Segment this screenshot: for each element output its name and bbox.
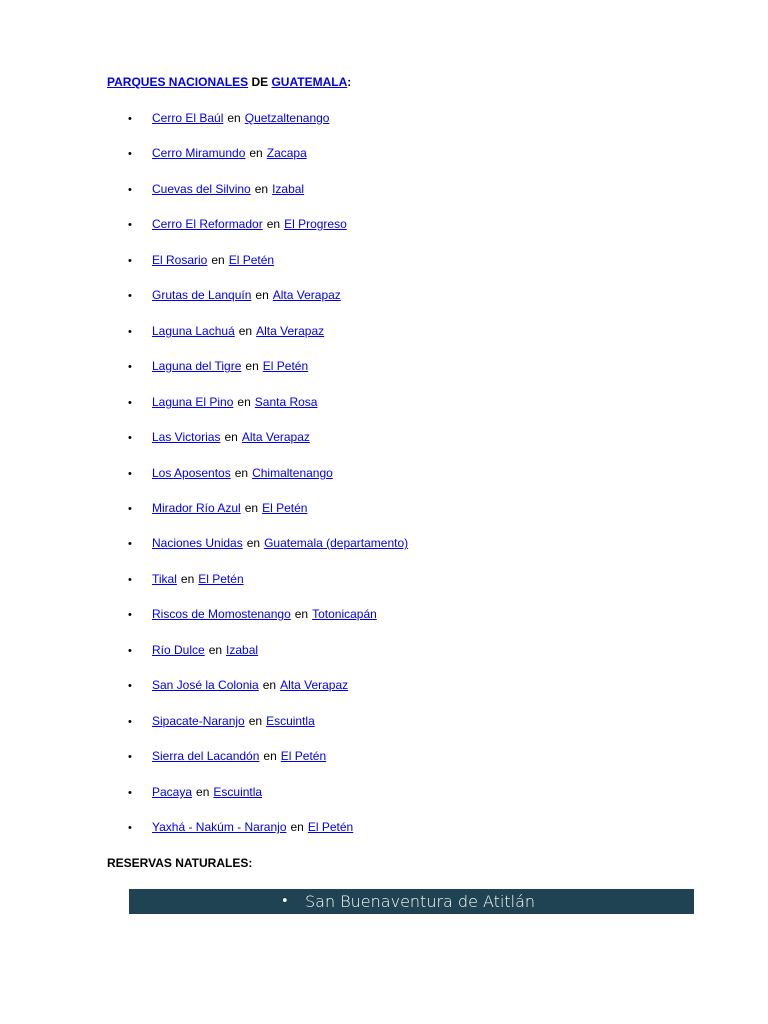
park-place-link[interactable]: Escuintla — [213, 785, 263, 799]
connector-text: en — [290, 820, 304, 834]
connector-text: en — [294, 607, 309, 621]
list-item — [128, 748, 326, 764]
park-place-link[interactable]: Alta Verapaz — [241, 430, 310, 444]
connector-text: en — [224, 430, 238, 444]
bullet-icon: • — [128, 822, 132, 834]
park-name-link[interactable]: Laguna del Tigre — [152, 359, 242, 373]
park-name-link[interactable]: Pacaya — [152, 785, 193, 799]
list-item — [128, 465, 333, 481]
bullet-icon: • — [128, 148, 132, 160]
list-item — [128, 571, 244, 587]
list-item — [128, 181, 304, 197]
connector-text: en — [249, 146, 263, 160]
park-name-link[interactable]: Naciones Unidas — [152, 536, 243, 550]
park-name-link[interactable]: Laguna Lachuá — [152, 324, 235, 338]
parques-heading — [107, 75, 351, 89]
park-name-link[interactable]: El Rosario — [152, 253, 208, 267]
park-name-link[interactable]: Yaxhá - Nakúm - Naranjo — [152, 820, 287, 834]
list-item — [128, 252, 274, 268]
park-place-link[interactable]: El Petén — [307, 820, 354, 834]
list-item — [128, 500, 307, 516]
park-place-link[interactable]: El Petén — [280, 749, 327, 763]
connector-text: en — [255, 288, 269, 302]
park-name-link[interactable]: Mirador Río Azul — [152, 501, 241, 515]
bullet-icon: • — [128, 219, 132, 231]
connector-text: en — [266, 217, 281, 231]
connector-text: en — [208, 643, 223, 657]
bullet-icon: • — [128, 574, 132, 586]
list-item — [128, 429, 310, 445]
park-name-link[interactable]: Sipacate-Naranjo — [152, 714, 245, 728]
park-name-link[interactable]: Laguna El Pino — [152, 395, 234, 409]
list-item — [128, 677, 348, 693]
banner-text: San Buenaventura de Atitlán — [305, 892, 536, 911]
park-place-link[interactable]: El Petén — [262, 359, 309, 373]
park-place-link[interactable]: Alta Verapaz — [280, 678, 349, 692]
park-name-link[interactable]: Cerro El Reformador — [152, 217, 263, 231]
reserve-banner — [129, 889, 694, 914]
connector-text: en — [211, 253, 225, 267]
bullet-icon: • — [128, 432, 132, 444]
list-item — [128, 145, 307, 161]
connector-text: en — [227, 111, 241, 125]
park-name-link[interactable]: Cuevas del Silvino — [152, 182, 251, 196]
bullet-icon: • — [128, 184, 132, 196]
connector-text: en — [196, 785, 210, 799]
park-name-link[interactable]: Cerro Miramundo — [152, 146, 246, 160]
park-place-link[interactable]: Escuintla — [266, 714, 315, 728]
connector-text: en — [180, 572, 195, 586]
park-place-link[interactable]: Chimaltenango — [252, 466, 333, 480]
heading-connector: DE — [248, 75, 272, 89]
park-place-link[interactable]: El Petén — [228, 253, 275, 267]
park-name-link[interactable]: Tikal — [152, 572, 177, 586]
bullet-icon: • — [128, 751, 132, 763]
park-place-link[interactable]: Izabal — [226, 643, 259, 657]
connector-text: en — [246, 536, 261, 550]
park-name-link[interactable]: Los Aposentos — [152, 466, 231, 480]
reservas-heading: RESERVAS NATURALES: — [107, 856, 253, 870]
park-place-link[interactable]: Guatemala (departamento) — [264, 536, 409, 550]
bullet-icon: • — [128, 787, 132, 799]
park-place-link[interactable]: El Progreso — [284, 217, 347, 231]
list-item — [128, 323, 324, 339]
guatemala-link[interactable]: GUATEMALA — [271, 75, 348, 89]
connector-text: en — [238, 324, 253, 338]
list-item — [128, 287, 341, 303]
bullet-icon: • — [128, 538, 132, 550]
list-item — [128, 110, 329, 126]
park-place-link[interactable]: Totonicapán — [312, 607, 377, 621]
bullet-icon: • — [128, 361, 132, 373]
park-place-link[interactable]: El Petén — [198, 572, 244, 586]
connector-text: en — [234, 466, 249, 480]
bullet-icon: • — [128, 290, 132, 302]
connector-text: en — [262, 678, 277, 692]
bullet-icon: • — [128, 716, 132, 728]
park-place-link[interactable]: Santa Rosa — [254, 395, 318, 409]
bullet-icon: • — [128, 680, 132, 692]
list-item — [128, 819, 353, 835]
park-place-link[interactable]: Izabal — [272, 182, 305, 196]
list-item — [128, 606, 377, 622]
connector-text: en — [245, 359, 259, 373]
bullet-icon: • — [128, 609, 132, 621]
bullet-icon: • — [128, 645, 132, 657]
park-name-link[interactable]: Las Victorias — [152, 430, 221, 444]
connector-text: en — [237, 395, 251, 409]
park-place-link[interactable]: El Petén — [262, 501, 308, 515]
parques-nacionales-link[interactable]: PARQUES NACIONALES — [107, 75, 249, 89]
bullet-icon: • — [128, 397, 132, 409]
list-item — [128, 358, 308, 374]
list-item — [128, 535, 408, 551]
banner-bullet: • — [281, 894, 289, 909]
park-place-link[interactable]: Alta Verapaz — [256, 324, 325, 338]
park-place-link[interactable]: Zacapa — [266, 146, 307, 160]
connector-text: en — [254, 182, 269, 196]
list-item — [128, 216, 347, 232]
list-item — [128, 642, 258, 658]
list-item — [128, 713, 315, 729]
park-name-link[interactable]: Río Dulce — [152, 643, 205, 657]
heading-colon: : — [347, 75, 352, 89]
bullet-icon: • — [128, 326, 132, 338]
park-place-link[interactable]: Quetzaltenango — [244, 111, 330, 125]
park-name-link[interactable]: Riscos de Momostenango — [152, 607, 291, 621]
park-place-link[interactable]: Alta Verapaz — [272, 288, 341, 302]
bullet-icon: • — [128, 468, 132, 480]
connector-text: en — [248, 714, 263, 728]
park-name-link[interactable]: San José la Colonia — [152, 678, 259, 692]
park-name-link[interactable]: Sierra del Lacandón — [152, 749, 260, 763]
park-name-link[interactable]: Cerro El Baúl — [152, 111, 224, 125]
list-item — [128, 784, 262, 800]
bullet-icon: • — [128, 503, 132, 515]
connector-text: en — [244, 501, 259, 515]
bullet-icon: • — [128, 113, 132, 125]
connector-text: en — [263, 749, 277, 763]
list-item — [128, 394, 317, 410]
bullet-icon: • — [128, 255, 132, 267]
park-name-link[interactable]: Grutas de Lanquín — [152, 288, 252, 302]
